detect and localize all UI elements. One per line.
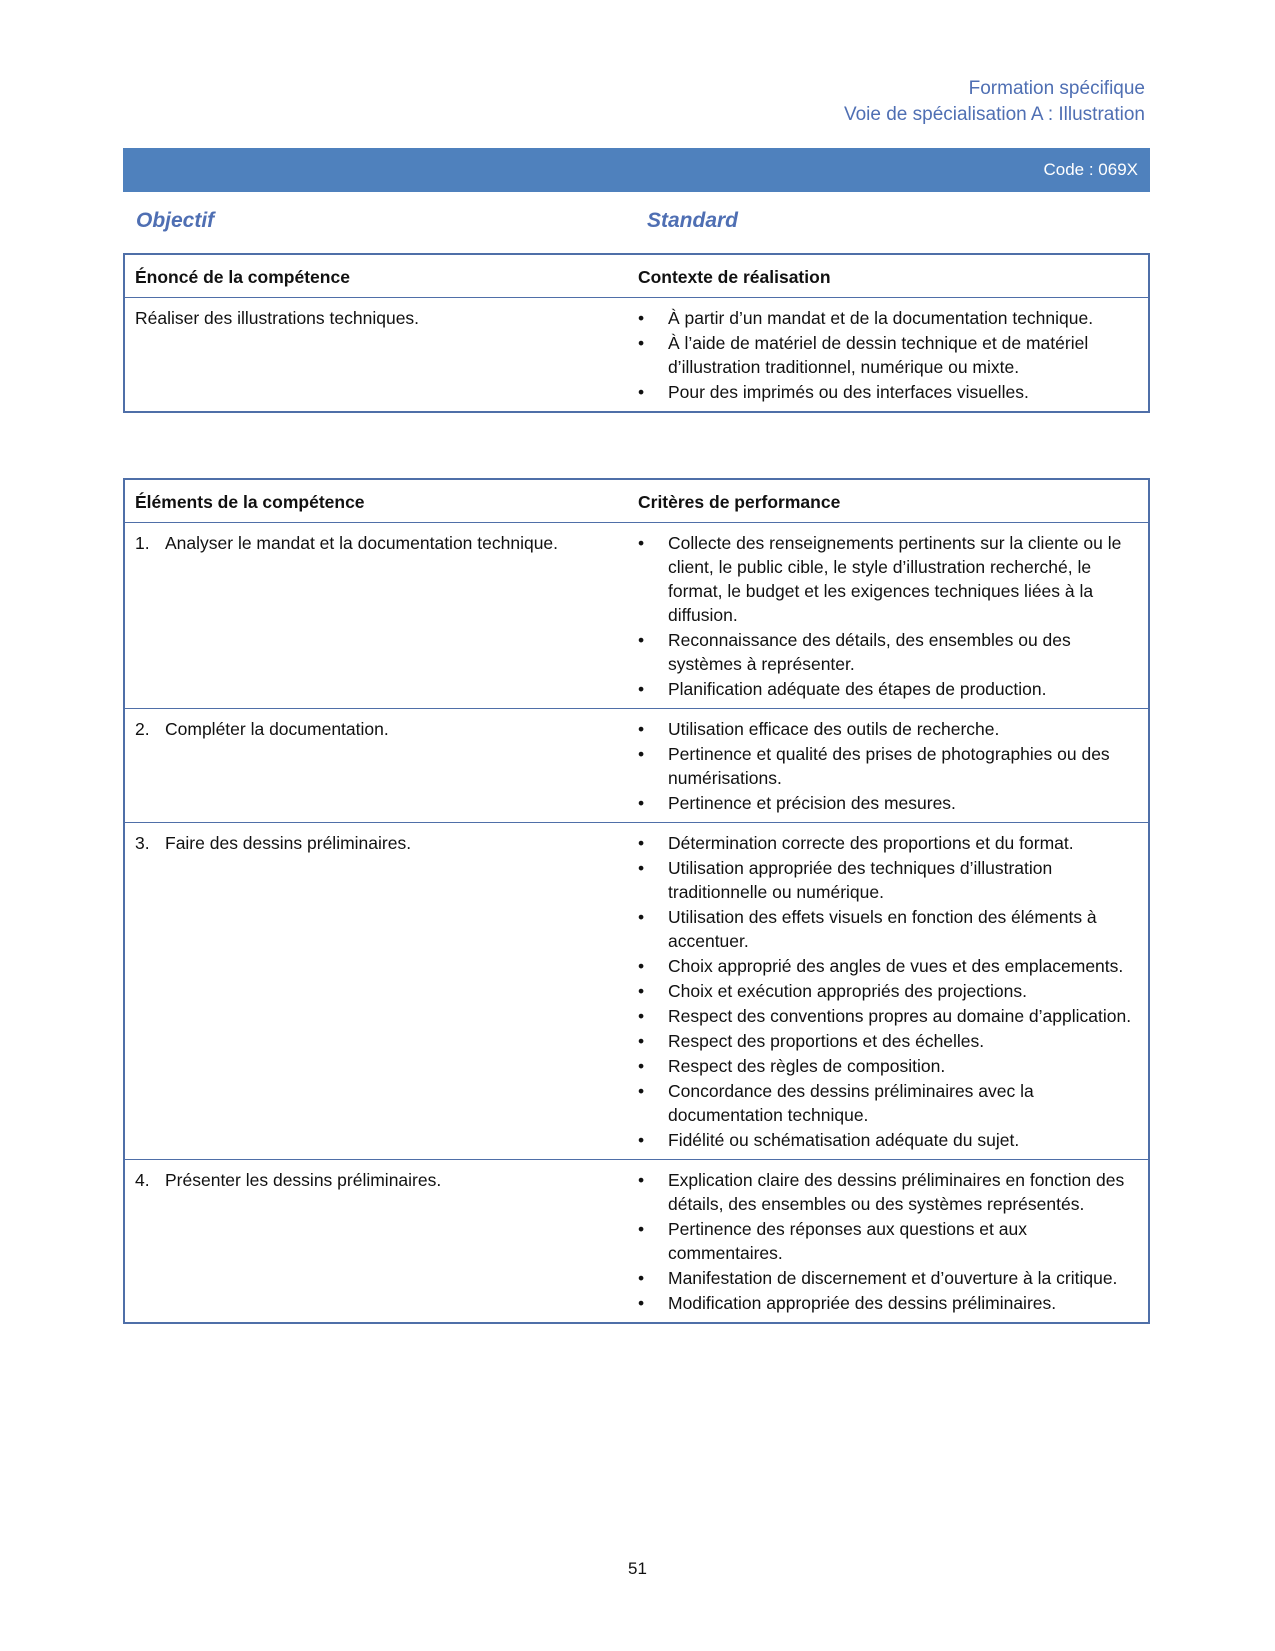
element-item bbox=[135, 717, 616, 741]
criterion-item: • Planification adéquate des étapes de production. bbox=[668, 677, 1136, 701]
criterion-item: • Pertinence et précision des mesures. bbox=[668, 791, 1136, 815]
criterion-item: • Respect des proportions et des échelles. bbox=[668, 1029, 1136, 1053]
criterion-item: • Respect des règles de composition. bbox=[668, 1054, 1136, 1078]
competence-statement: Réaliser des illustrations techniques. bbox=[135, 308, 420, 328]
criteria-list bbox=[638, 531, 1136, 701]
page-number: 51 bbox=[628, 1559, 647, 1578]
criterion-item: • Collecte des renseignements pertinents sur la cliente ou le client, le public cible, le style d’illustration recherché, le format, le budget et les exigences techniques liées à la diffusion. bbox=[668, 531, 1136, 627]
table-row bbox=[124, 823, 1149, 1160]
contexte-item: • À partir d’un mandat et de la documentation technique. bbox=[668, 306, 1136, 330]
table-row bbox=[124, 709, 1149, 823]
element-number: 3. bbox=[135, 833, 150, 853]
competence-table bbox=[123, 253, 1150, 413]
header-voie: Voie de spécialisation A : Illustration bbox=[843, 104, 1145, 125]
enonce-header: Énoncé de la compétence bbox=[124, 254, 628, 298]
contexte-header: Contexte de réalisation bbox=[628, 254, 1149, 298]
criterion-item: • Pertinence et qualité des prises de photographies ou des numérisations. bbox=[668, 742, 1136, 790]
element-number: 2. bbox=[135, 719, 150, 739]
element-number: 4. bbox=[135, 1170, 150, 1190]
contexte-cell bbox=[628, 298, 1149, 413]
elements-header: Éléments de la compétence bbox=[124, 479, 628, 523]
criteria-list bbox=[638, 831, 1136, 1152]
contexte-item: • À l’aide de matériel de dessin technique et de matériel d’illustration traditionnel, numérique ou mixte. bbox=[668, 331, 1136, 379]
criterion-item: • Utilisation efficace des outils de recherche. bbox=[668, 717, 1136, 741]
elements-table bbox=[123, 478, 1150, 1324]
criterion-item: • Respect des conventions propres au domaine d’application. bbox=[668, 1004, 1136, 1028]
criterion-item: • Utilisation des effets visuels en fonction des éléments à accentuer. bbox=[668, 905, 1136, 953]
contexte-item: • Pour des imprimés ou des interfaces visuelles. bbox=[668, 380, 1136, 404]
criterion-item: • Choix et exécution appropriés des projections. bbox=[668, 979, 1136, 1003]
criterion-item: • Modification appropriée des dessins préliminaires. bbox=[668, 1291, 1136, 1315]
element-item bbox=[135, 1168, 616, 1192]
objectif-heading: Objectif bbox=[136, 209, 215, 232]
code-bar bbox=[123, 148, 1150, 192]
criterion-item: • Utilisation appropriée des techniques d’illustration traditionnelle ou numérique. bbox=[668, 856, 1136, 904]
element-text: Compléter la documentation. bbox=[165, 719, 389, 739]
table-row bbox=[124, 523, 1149, 709]
criterion-item: • Choix approprié des angles de vues et des emplacements. bbox=[668, 954, 1136, 978]
criterion-item: • Pertinence des réponses aux questions et aux commentaires. bbox=[668, 1217, 1136, 1265]
criterion-item: • Explication claire des dessins préliminaires en fonction des détails, des ensembles ou des systèmes représentés. bbox=[668, 1168, 1136, 1216]
criteres-header: Critères de performance bbox=[628, 479, 1149, 523]
table-row bbox=[124, 1160, 1149, 1324]
element-item bbox=[135, 831, 616, 855]
element-text: Analyser le mandat et la documentation technique. bbox=[165, 533, 559, 553]
contexte-list bbox=[638, 306, 1136, 404]
page-header bbox=[844, 76, 1145, 128]
element-number: 1. bbox=[135, 533, 150, 553]
criterion-item: • Détermination correcte des proportions et du format. bbox=[668, 831, 1136, 855]
criteria-list bbox=[638, 717, 1136, 815]
standard-heading: Standard bbox=[647, 209, 739, 232]
element-text: Faire des dessins préliminaires. bbox=[165, 833, 412, 853]
criterion-item: • Fidélité ou schématisation adéquate du sujet. bbox=[668, 1128, 1136, 1152]
header-formation: Formation spécifique bbox=[968, 78, 1145, 99]
criteria-list bbox=[638, 1168, 1136, 1315]
criterion-item: • Reconnaissance des détails, des ensembles ou des systèmes à représenter. bbox=[668, 628, 1136, 676]
criterion-item: • Concordance des dessins préliminaires avec la documentation technique. bbox=[668, 1079, 1136, 1127]
code-label: Code : 069X bbox=[1043, 160, 1138, 179]
element-text: Présenter les dessins préliminaires. bbox=[165, 1170, 442, 1190]
element-item bbox=[135, 531, 616, 555]
criterion-item: • Manifestation de discernement et d’ouverture à la critique. bbox=[668, 1266, 1136, 1290]
